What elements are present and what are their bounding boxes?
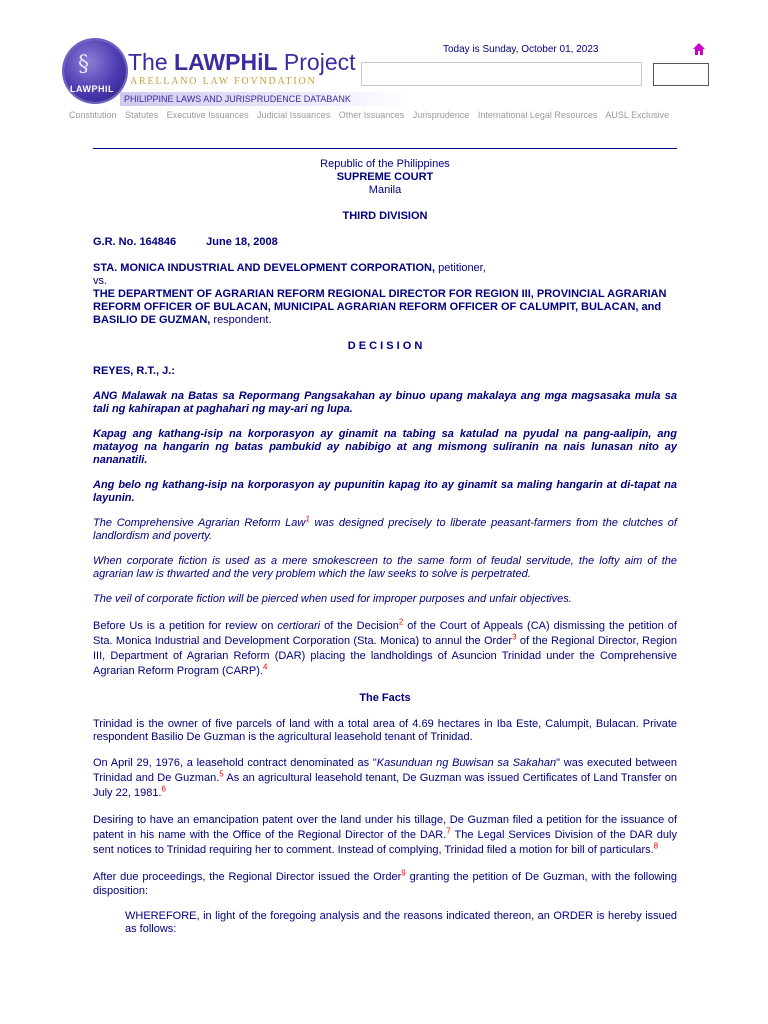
footnote-link[interactable]: 4 xyxy=(262,662,268,672)
division: THIRD DIVISION xyxy=(342,210,428,222)
lawphil-logo[interactable] xyxy=(62,38,362,110)
respondent-line: THE DEPARTMENT OF AGRARIAN REFORM REGIONAL DIRECTOR FOR REGION III, PROVINCIAL AGRARIAN REFORM OFFICER OF BULACAN, MUNICIPAL AGRARIAN REFORM OFFICER OF CALUMPIT, BULACAN, and BASILIO DE GUZMAN, respondent. xyxy=(93,288,667,326)
case-date: June 18, 2008 xyxy=(206,236,278,248)
decision-heading: D E C I S I O N xyxy=(347,340,423,352)
nav-international-legal-resources[interactable]: International Legal Resources xyxy=(477,110,598,120)
footnote-link[interactable]: 1 xyxy=(305,514,310,524)
versus: vs. xyxy=(93,275,108,287)
footnote-link[interactable]: 5 xyxy=(219,769,224,779)
facts-heading: The Facts xyxy=(359,692,411,704)
search-input[interactable] xyxy=(361,62,642,86)
court-name: SUPREME COURT xyxy=(336,171,434,183)
paragraph-leasehold: On April 29, 1976, a leasehold contract denominated as "Kasunduan ng Buwisan sa Sakahan" was executed between Trinidad and De Guzman.$^5$ As an agricultural leasehold tenant, De Guzman was issued Certificates of Land Transfer on July 22, 1981.$^6$ xyxy=(93,757,677,799)
english-paragraph-2: When corporate fiction is used as a mere smokescreen to the same form of feudal servitude, the lofty aim of the agrarian law is thwarted and the very problem which the law seeks to solve is perpetrated. xyxy=(93,555,677,580)
quoted-disposition: WHEREFORE, in light of the foregoing analysis and the reasons indicated thereon, an ORDER is hereby issued as follows: xyxy=(125,910,677,935)
nav-ausl-exclusive[interactable]: AUSL Exclusive xyxy=(605,110,670,120)
nav-executive-issuances[interactable]: Executive Issuances xyxy=(166,110,249,120)
filipino-paragraph-2: Kapag ang kathang-isip na korporasyon ay ginamit na tabing sa katulad na pyudal na pang-aalipin, ang matayog na hangarin ng batas pambukid ay nabibigo at ang mismong suliranin na nais lunasan nito ay nananatili. xyxy=(93,428,677,466)
republic-line: Republic of the Philippines xyxy=(320,158,450,170)
today-date: Today is Sunday, October 01, 2023 xyxy=(443,44,599,55)
english-paragraph-3: The veil of corporate fiction will be pierced when used for improper purposes and unfair objectives. xyxy=(93,593,572,605)
nav-other-issuances[interactable]: Other Issuances xyxy=(338,110,405,120)
header-divider xyxy=(93,148,677,149)
paragraph-trinidad: Trinidad is the owner of five parcels of land with a total area of 4.69 hectares in Iba Este, Calumpit, Bulacan. Private respondent Basilio De Guzman is the agricultural leasehold tenant of Trinidad. xyxy=(93,718,677,743)
nav-statutes[interactable]: Statutes xyxy=(125,110,159,120)
paragraph-petition: Before Us is a petition for review on certiorari of the Decision$^2$ of the Court of Appeals (CA) dismissing the petition of Sta. Monica Industrial and Development Corporation (Sta. Monica) to annul the Order$^3$ of the Regional Director, Region III, Department of Agrarian Reform (DAR) placing the landholdings of Asuncion Trinidad under the Comprehensive Agrarian Reform Program (CARP).$^4$ xyxy=(93,617,677,677)
court-city: Manila xyxy=(368,184,402,196)
search-go-input[interactable] xyxy=(653,63,709,86)
filipino-paragraph-3: Ang belo ng kathang-isip na korporasyon ay pupunitin kapag ito ay ginamit sa maling hangarin at di-tapat na layunin. xyxy=(93,479,677,504)
nav-judicial-issuances[interactable]: Judicial Issuances xyxy=(257,110,331,120)
footnote-link[interactable]: 7 xyxy=(446,826,451,836)
gr-number: G.R. No. 164846 xyxy=(93,236,177,248)
petitioner-line: STA. MONICA INDUSTRIAL AND DEVELOPMENT CORPORATION, petitioner, xyxy=(93,262,486,274)
home-icon[interactable] xyxy=(692,42,706,56)
english-paragraph-1: The Comprehensive Agrarian Reform Law$^1$ was designed precisely to liberate peasant-farmers from the clutches of landlordism and poverty. xyxy=(93,514,677,542)
ponente: REYES, R.T., J.: xyxy=(93,365,175,377)
logo-title: The LAWPHiL Project xyxy=(128,49,356,75)
case-number-line xyxy=(93,236,677,249)
decision-document xyxy=(93,158,677,936)
main-nav xyxy=(69,110,675,120)
nav-jurisprudence[interactable]: Jurisprudence xyxy=(412,110,470,120)
footnote-link[interactable]: 2 xyxy=(398,617,404,627)
filipino-paragraph-1: ANG Malawak na Batas sa Repormang Pangsakahan ay binuo upang makalaya ang mga magsasaka mula sa tali ng kahirapan at paghahari ng may-ari ng lupa. xyxy=(93,390,677,415)
logo-tag: LAWPHIL xyxy=(70,84,114,94)
logo-databank-bar: PHILIPPINE LAWS AND JURISPRUDENCE DATABANK xyxy=(120,92,410,106)
footnote-link[interactable]: 6 xyxy=(161,784,166,794)
footnote-link[interactable]: 3 xyxy=(512,632,517,642)
paragraph-order: After due proceedings, the Regional Director issued the Order$^9$ granting the petition of De Guzman, with the following disposition: xyxy=(93,868,677,897)
nav-constitution[interactable]: Constitution xyxy=(69,110,117,120)
footnote-link[interactable]: 9 xyxy=(401,868,406,878)
footnote-link[interactable]: 8 xyxy=(653,841,659,851)
logo-emblem-icon: § LAWPHIL xyxy=(64,40,126,102)
paragraph-emancipation: Desiring to have an emancipation patent over the land under his tillage, De Guzman filed a petition for the issuance of patent in his name with the Office of the Regional Director of the DAR.$^7$ The Legal Services Division of the DAR duly sent notices to Trinidad requiring her to comment. Instead of complying, Trinidad filed a motion for bill of particulars.$^8$ xyxy=(93,814,677,856)
logo-subtitle: ARELLANO LAW FOVNDATION xyxy=(130,76,317,87)
